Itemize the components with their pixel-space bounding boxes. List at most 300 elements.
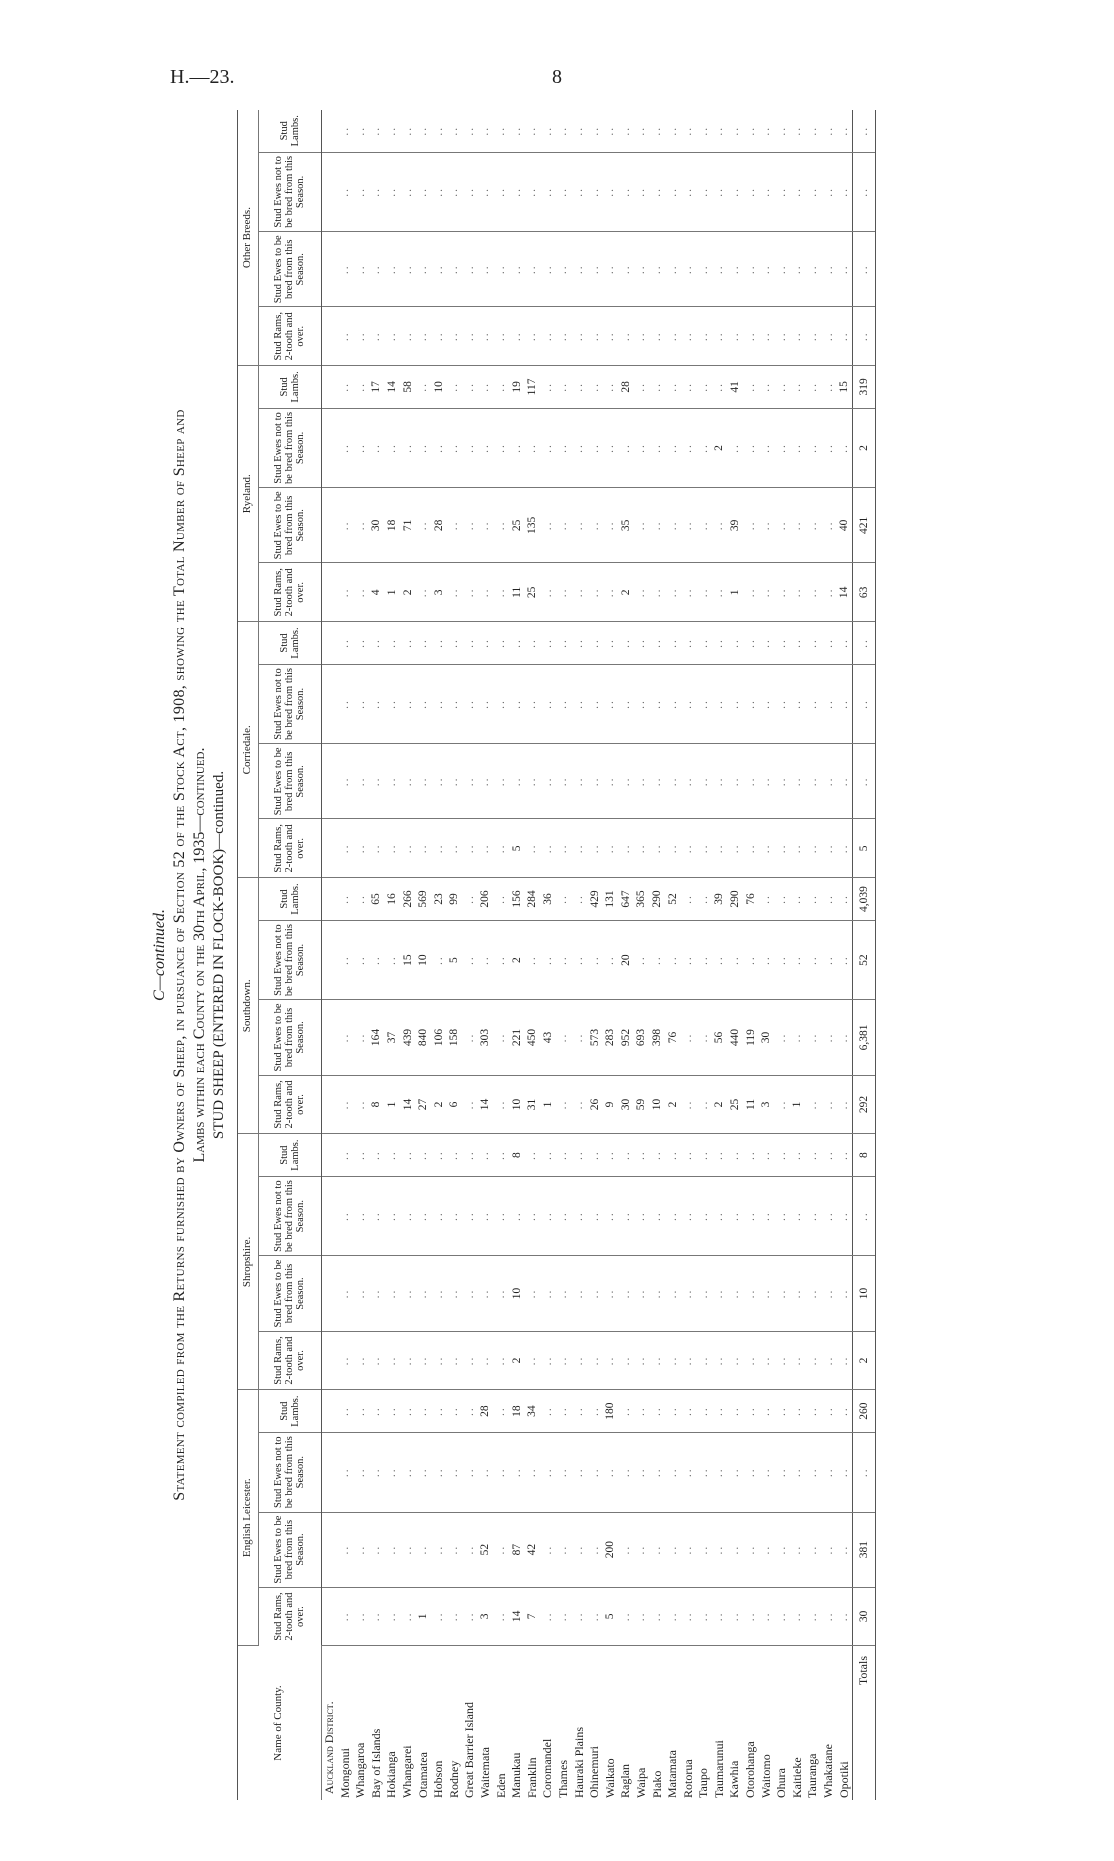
value-cell: .. — [634, 152, 650, 232]
empty-cell — [321, 1000, 337, 1075]
empty-cell — [321, 1390, 337, 1432]
table-row — [758, 110, 774, 1800]
value-cell: .. — [680, 819, 696, 878]
value-cell: .. — [556, 1512, 572, 1587]
value-cell: .. — [712, 664, 728, 744]
value-cell: .. — [618, 1432, 634, 1512]
value-cell: .. — [774, 1000, 790, 1075]
value-cell: .. — [587, 1256, 603, 1331]
value-cell: .. — [493, 408, 509, 488]
value-cell: 11 — [509, 563, 525, 622]
value-cell: .. — [415, 563, 431, 622]
value-cell: .. — [649, 1134, 665, 1176]
value-cell: .. — [852, 1432, 875, 1512]
value-cell: .. — [493, 1331, 509, 1390]
value-cell: .. — [337, 307, 353, 366]
value-cell: .. — [447, 366, 463, 408]
district-row — [321, 110, 337, 1800]
empty-cell — [321, 622, 337, 664]
sub-column-header: Stud Ewes to be bred from this Season. — [258, 232, 321, 307]
value-cell: .. — [758, 1587, 774, 1645]
value-cell: 23 — [431, 878, 447, 920]
page-number: 8 — [552, 66, 562, 88]
value-cell: .. — [337, 152, 353, 232]
value-cell: .. — [556, 664, 572, 744]
value-cell: .. — [571, 878, 587, 920]
value-cell: .. — [353, 307, 369, 366]
value-cell: .. — [447, 1134, 463, 1176]
value-cell: .. — [509, 622, 525, 664]
value-cell: 43 — [540, 1000, 556, 1075]
value-cell: .. — [602, 622, 618, 664]
value-cell: .. — [447, 1512, 463, 1587]
value-cell: .. — [587, 152, 603, 232]
value-cell: .. — [852, 1176, 875, 1256]
value-cell: .. — [836, 920, 852, 1000]
empty-cell — [321, 1134, 337, 1176]
empty-cell — [321, 110, 337, 152]
value-cell: .. — [649, 1432, 665, 1512]
value-cell: .. — [836, 664, 852, 744]
value-cell: .. — [431, 307, 447, 366]
value-cell: .. — [618, 152, 634, 232]
value-cell: .. — [493, 1256, 509, 1331]
value-cell: .. — [805, 366, 821, 408]
stud-sheep-table — [237, 110, 876, 1800]
value-cell: .. — [649, 744, 665, 819]
value-cell: .. — [587, 664, 603, 744]
value-cell: .. — [712, 920, 728, 1000]
value-cell: .. — [353, 664, 369, 744]
value-cell: .. — [727, 307, 743, 366]
value-cell: 450 — [524, 1000, 540, 1075]
value-cell: .. — [462, 920, 478, 1000]
value-cell: .. — [571, 1432, 587, 1512]
value-cell: .. — [556, 1390, 572, 1432]
value-cell: 2 — [712, 1075, 728, 1134]
value-cell: .. — [384, 664, 400, 744]
value-cell: .. — [369, 1432, 385, 1512]
value-cell: .. — [774, 664, 790, 744]
value-cell: 2 — [852, 408, 875, 488]
value-cell: .. — [821, 1432, 837, 1512]
value-cell: .. — [353, 1432, 369, 1512]
value-cell: .. — [758, 307, 774, 366]
value-cell: .. — [540, 1176, 556, 1256]
value-cell: .. — [634, 1390, 650, 1432]
value-cell: .. — [384, 744, 400, 819]
sub-column-header: Stud Rams, 2-tooth and over. — [258, 1331, 321, 1390]
breed-header: Ryeland. — [237, 366, 258, 622]
value-cell: .. — [805, 1075, 821, 1134]
value-cell: .. — [478, 307, 494, 366]
value-cell: .. — [337, 1000, 353, 1075]
value-cell: .. — [758, 1432, 774, 1512]
value-cell: .. — [758, 1390, 774, 1432]
value-cell: .. — [587, 408, 603, 488]
value-cell: .. — [618, 744, 634, 819]
value-cell: .. — [774, 1390, 790, 1432]
value-cell: .. — [337, 1331, 353, 1390]
report-reference: H.—23. — [170, 66, 235, 88]
value-cell: .. — [447, 1256, 463, 1331]
value-cell: .. — [618, 1256, 634, 1331]
value-cell: .. — [587, 819, 603, 878]
value-cell: .. — [836, 152, 852, 232]
value-cell: .. — [805, 1331, 821, 1390]
value-cell: .. — [680, 152, 696, 232]
value-cell: .. — [415, 152, 431, 232]
value-cell: .. — [774, 1587, 790, 1645]
value-cell: .. — [696, 1331, 712, 1390]
value-cell: .. — [353, 1587, 369, 1645]
sub-column-header: Stud Lambs. — [258, 366, 321, 408]
value-cell: .. — [634, 622, 650, 664]
value-cell: 1 — [727, 563, 743, 622]
value-cell: .. — [680, 408, 696, 488]
value-cell: .. — [353, 232, 369, 307]
table-row — [369, 110, 385, 1800]
value-cell: .. — [462, 1432, 478, 1512]
value-cell: 131 — [602, 878, 618, 920]
value-cell: .. — [805, 563, 821, 622]
value-cell: .. — [805, 408, 821, 488]
value-cell: .. — [774, 878, 790, 920]
value-cell: .. — [649, 1176, 665, 1256]
value-cell: .. — [821, 1512, 837, 1587]
value-cell: .. — [805, 1432, 821, 1512]
value-cell: .. — [649, 563, 665, 622]
value-cell: .. — [618, 1390, 634, 1432]
value-cell: .. — [415, 819, 431, 878]
table-row — [353, 110, 369, 1800]
value-cell: .. — [571, 152, 587, 232]
value-cell: 2 — [618, 563, 634, 622]
value-cell: .. — [400, 664, 416, 744]
value-cell: 158 — [447, 1000, 463, 1075]
table-row — [556, 110, 572, 1800]
value-cell: .. — [369, 232, 385, 307]
value-cell: .. — [353, 1512, 369, 1587]
sub-column-header: Stud Ewes not to be bred from this Season. — [258, 408, 321, 488]
value-cell: .. — [852, 152, 875, 232]
value-cell: .. — [649, 664, 665, 744]
empty-cell — [321, 152, 337, 232]
value-cell: .. — [805, 110, 821, 152]
value-cell: .. — [805, 1390, 821, 1432]
value-cell: .. — [384, 622, 400, 664]
value-cell: 56 — [712, 1000, 728, 1075]
empty-cell — [321, 1256, 337, 1331]
value-cell: .. — [478, 622, 494, 664]
value-cell: .. — [400, 819, 416, 878]
value-cell: .. — [649, 622, 665, 664]
value-cell: 10 — [509, 1075, 525, 1134]
value-cell: .. — [447, 488, 463, 563]
table-row — [462, 110, 478, 1800]
value-cell: .. — [478, 563, 494, 622]
value-cell: .. — [353, 1256, 369, 1331]
value-cell: 36 — [540, 878, 556, 920]
sub-column-header: Stud Rams, 2-tooth and over. — [258, 1075, 321, 1134]
statement-header — [150, 110, 229, 1800]
value-cell: .. — [571, 744, 587, 819]
value-cell: 2 — [712, 408, 728, 488]
value-cell: 76 — [743, 878, 759, 920]
value-cell: .. — [400, 1587, 416, 1645]
value-cell: 840 — [415, 1000, 431, 1075]
value-cell: .. — [712, 488, 728, 563]
value-cell: .. — [369, 1587, 385, 1645]
value-cell: .. — [602, 1176, 618, 1256]
table-row — [400, 110, 416, 1800]
value-cell: 65 — [369, 878, 385, 920]
value-cell: .. — [415, 1432, 431, 1512]
value-cell: 18 — [384, 488, 400, 563]
table-row — [696, 110, 712, 1800]
value-cell: .. — [743, 366, 759, 408]
value-cell: 59 — [634, 1075, 650, 1134]
value-cell: .. — [821, 408, 837, 488]
value-cell: .. — [353, 1075, 369, 1134]
value-cell: .. — [431, 1432, 447, 1512]
value-cell: .. — [493, 744, 509, 819]
value-cell: .. — [805, 622, 821, 664]
value-cell: .. — [556, 1256, 572, 1331]
value-cell: .. — [836, 1075, 852, 1134]
value-cell: .. — [821, 563, 837, 622]
value-cell: 14 — [384, 366, 400, 408]
value-cell: .. — [540, 488, 556, 563]
sub-column-header: Stud Lambs. — [258, 1390, 321, 1432]
value-cell: .. — [337, 1512, 353, 1587]
totals-row — [852, 110, 875, 1800]
value-cell: .. — [618, 110, 634, 152]
value-cell: .. — [680, 744, 696, 819]
value-cell: .. — [462, 563, 478, 622]
value-cell: 19 — [509, 366, 525, 408]
value-cell: .. — [712, 1256, 728, 1331]
value-cell: 14 — [836, 563, 852, 622]
value-cell: 156 — [509, 878, 525, 920]
value-cell: .. — [478, 1176, 494, 1256]
value-cell: .. — [727, 1432, 743, 1512]
value-cell: 25 — [727, 1075, 743, 1134]
value-cell: .. — [774, 920, 790, 1000]
value-cell: .. — [400, 622, 416, 664]
value-cell: 8 — [369, 1075, 385, 1134]
value-cell: .. — [400, 110, 416, 152]
value-cell: .. — [493, 1000, 509, 1075]
value-cell: .. — [369, 1134, 385, 1176]
value-cell: 117 — [524, 366, 540, 408]
value-cell: .. — [727, 920, 743, 1000]
value-cell: .. — [571, 664, 587, 744]
value-cell: .. — [337, 488, 353, 563]
county-name: Ohura — [774, 1768, 789, 1798]
value-cell: .. — [415, 488, 431, 563]
value-cell: 11 — [743, 1075, 759, 1134]
empty-cell — [321, 1176, 337, 1256]
value-cell: .. — [587, 366, 603, 408]
value-cell: .. — [602, 563, 618, 622]
value-cell: .. — [571, 1075, 587, 1134]
value-cell: .. — [836, 1390, 852, 1432]
value-cell: .. — [431, 622, 447, 664]
value-cell: .. — [649, 1587, 665, 1645]
value-cell: .. — [337, 366, 353, 408]
value-cell: .. — [447, 1390, 463, 1432]
value-cell: .. — [337, 664, 353, 744]
value-cell: .. — [462, 622, 478, 664]
value-cell: .. — [478, 1331, 494, 1390]
breed-header: Corriedale. — [237, 622, 258, 878]
empty-cell — [321, 920, 337, 1000]
value-cell: 3 — [478, 1587, 494, 1645]
value-cell: .. — [602, 152, 618, 232]
value-cell: .. — [556, 488, 572, 563]
value-cell: .. — [493, 488, 509, 563]
value-cell: .. — [556, 744, 572, 819]
value-cell: .. — [836, 1512, 852, 1587]
value-cell: .. — [665, 232, 681, 307]
sub-column-header: Stud Ewes to be bred from this Season. — [258, 1512, 321, 1587]
value-cell: 429 — [587, 878, 603, 920]
value-cell: .. — [493, 1075, 509, 1134]
value-cell: .. — [415, 232, 431, 307]
value-cell: .. — [602, 1432, 618, 1512]
value-cell: .. — [556, 366, 572, 408]
value-cell: .. — [774, 1134, 790, 1176]
value-cell: .. — [337, 1075, 353, 1134]
value-cell: .. — [602, 488, 618, 563]
value-cell: .. — [680, 1390, 696, 1432]
table-row — [587, 110, 603, 1800]
value-cell: .. — [618, 1587, 634, 1645]
breed-header: Southdown. — [237, 878, 258, 1134]
value-cell: 119 — [743, 1000, 759, 1075]
value-cell: .. — [369, 408, 385, 488]
value-cell: .. — [758, 1176, 774, 1256]
value-cell: 37 — [384, 1000, 400, 1075]
column-header-row — [258, 110, 321, 1800]
county-name: Taupo — [696, 1768, 711, 1798]
value-cell: .. — [805, 1256, 821, 1331]
value-cell: .. — [821, 1587, 837, 1645]
value-cell: .. — [524, 920, 540, 1000]
value-cell: .. — [665, 563, 681, 622]
value-cell: .. — [743, 819, 759, 878]
value-cell: .. — [790, 1512, 806, 1587]
value-cell: .. — [649, 232, 665, 307]
value-cell: .. — [790, 1176, 806, 1256]
value-cell: .. — [805, 488, 821, 563]
value-cell: .. — [852, 664, 875, 744]
value-cell: .. — [790, 1256, 806, 1331]
value-cell: .. — [805, 1176, 821, 1256]
value-cell: 180 — [602, 1390, 618, 1432]
table-row — [805, 110, 821, 1800]
value-cell: .. — [634, 1432, 650, 1512]
value-cell: .. — [400, 1331, 416, 1390]
county-name: Piako — [649, 1770, 664, 1798]
value-cell: .. — [384, 819, 400, 878]
value-cell: .. — [493, 563, 509, 622]
value-cell: .. — [712, 1587, 728, 1645]
sub-column-header: Stud Ewes to be bred from this Season. — [258, 488, 321, 563]
breed-header: Shropshire. — [237, 1134, 258, 1390]
value-cell: .. — [478, 366, 494, 408]
value-cell: .. — [540, 622, 556, 664]
value-cell: .. — [447, 110, 463, 152]
value-cell: .. — [774, 408, 790, 488]
value-cell: .. — [353, 1390, 369, 1432]
value-cell: .. — [524, 232, 540, 307]
value-cell: .. — [758, 563, 774, 622]
value-cell: .. — [556, 1176, 572, 1256]
value-cell: .. — [727, 1134, 743, 1176]
sub-column-header: Stud Ewes not to be bred from this Season. — [258, 1176, 321, 1256]
value-cell: .. — [571, 1512, 587, 1587]
value-cell: .. — [447, 664, 463, 744]
value-cell: .. — [696, 408, 712, 488]
value-cell: .. — [743, 1432, 759, 1512]
value-cell: .. — [774, 819, 790, 878]
statement-title-line2: Lambs within each County on the 30th April, 1935—continued. — [191, 747, 208, 1163]
value-cell: .. — [727, 110, 743, 152]
value-cell: .. — [509, 152, 525, 232]
value-cell: .. — [665, 1390, 681, 1432]
value-cell: 10 — [431, 366, 447, 408]
value-cell: .. — [524, 744, 540, 819]
value-cell: .. — [478, 1134, 494, 1176]
value-cell: .. — [524, 819, 540, 878]
value-cell: .. — [665, 1587, 681, 1645]
value-cell: .. — [540, 307, 556, 366]
value-cell: .. — [649, 1256, 665, 1331]
value-cell: 15 — [400, 920, 416, 1000]
value-cell: .. — [384, 1256, 400, 1331]
value-cell: .. — [743, 563, 759, 622]
value-cell: .. — [805, 744, 821, 819]
sub-column-header: Stud Lambs. — [258, 622, 321, 664]
value-cell: .. — [758, 819, 774, 878]
empty-cell — [321, 366, 337, 408]
value-cell: .. — [540, 152, 556, 232]
value-cell: .. — [540, 232, 556, 307]
breed-header: Other Breeds. — [237, 110, 258, 366]
value-cell: 9 — [602, 1075, 618, 1134]
table-row — [727, 110, 743, 1800]
value-cell: 63 — [852, 563, 875, 622]
value-cell: .. — [680, 307, 696, 366]
value-cell: .. — [680, 1512, 696, 1587]
value-cell: .. — [493, 622, 509, 664]
table-row — [337, 110, 353, 1800]
value-cell: 421 — [852, 488, 875, 563]
value-cell: .. — [821, 1390, 837, 1432]
value-cell: .. — [727, 1587, 743, 1645]
value-cell: .. — [353, 744, 369, 819]
value-cell: .. — [836, 744, 852, 819]
value-cell: 6,381 — [852, 1000, 875, 1075]
value-cell: .. — [805, 1587, 821, 1645]
county-name: Mongonui — [337, 1747, 352, 1798]
value-cell: .. — [696, 1390, 712, 1432]
value-cell: .. — [353, 563, 369, 622]
value-cell: .. — [462, 152, 478, 232]
sub-column-header: Stud Lambs. — [258, 878, 321, 920]
